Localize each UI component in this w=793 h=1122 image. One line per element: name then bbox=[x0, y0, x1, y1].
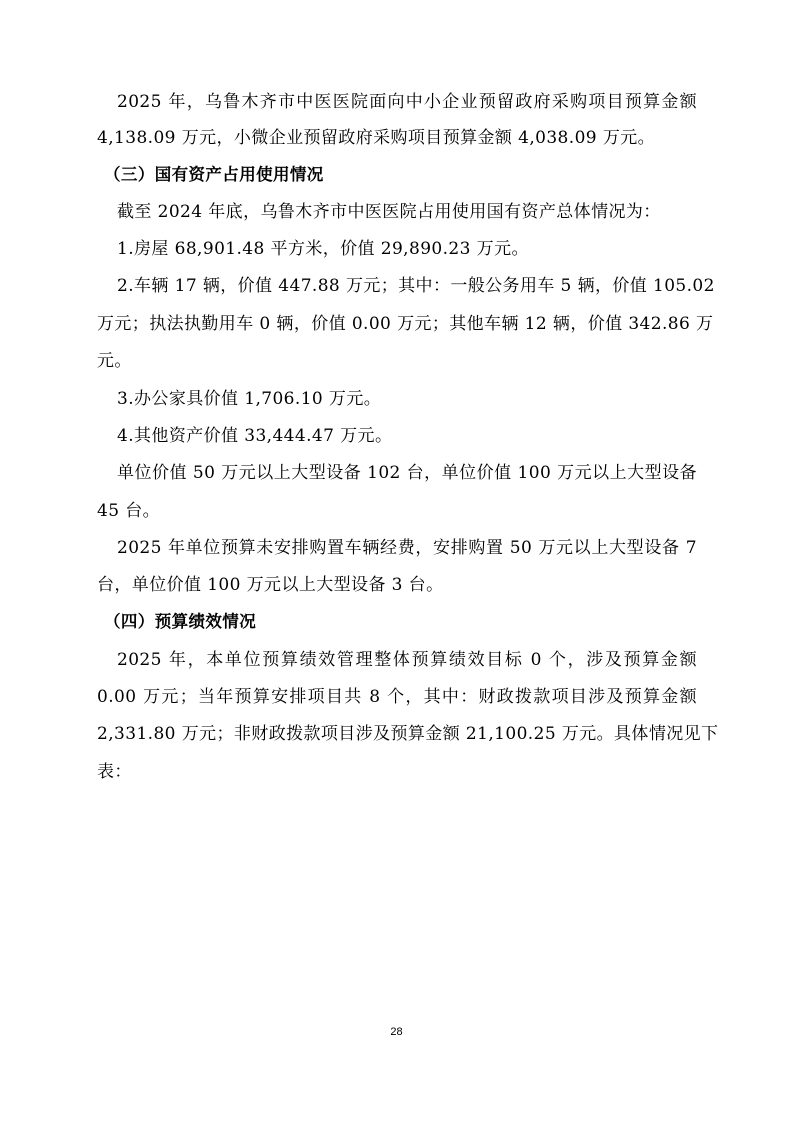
procurement-line-2: 4,138.09 万元，小微企业预留政府采购项目预算金额 4,038.09 万元。 bbox=[97, 128, 656, 148]
assets-item-other: 4.其他资产价值 33,444.47 万元。 bbox=[117, 426, 393, 446]
section-4-heading: （四）预算绩效情况 bbox=[104, 612, 257, 631]
equipment-line-1: 单位价值 50 万元以上大型设备 102 台，单位价值 100 万元以上大型设备 bbox=[117, 463, 697, 483]
purchase-plan-line-2: 台，单位价值 100 万元以上大型设备 3 台。 bbox=[97, 575, 444, 595]
performance-line-2: 0.00 万元；当年预算安排项目共 8 个，其中：财政拨款项目涉及预算金额 bbox=[97, 687, 697, 707]
section-3-heading: （三）国有资产占用使用情况 bbox=[104, 165, 324, 184]
purchase-plan-line-1: 2025 年单位预算未安排购置车辆经费，安排购置 50 万元以上大型设备 7 bbox=[117, 538, 697, 558]
page-number: 28 bbox=[390, 1026, 403, 1038]
performance-line-1: 2025 年，本单位预算绩效管理整体预算绩效目标 0 个，涉及预算金额 bbox=[117, 650, 697, 670]
equipment-line-2: 45 台。 bbox=[97, 501, 161, 521]
assets-item-vehicles-line-3: 元。 bbox=[97, 351, 132, 371]
assets-intro: 截至 2024 年底，乌鲁木齐市中医医院占用使用国有资产总体情况为： bbox=[117, 202, 661, 222]
performance-line-4: 表： bbox=[97, 762, 132, 782]
assets-item-housing: 1.房屋 68,901.48 平方米，价值 29,890.23 万元。 bbox=[117, 239, 529, 259]
assets-item-vehicles-line-1: 2.车辆 17 辆，价值 447.88 万元；其中：一般公务用车 5 辆，价值 105.02 bbox=[117, 276, 715, 296]
performance-line-3: 2,331.80 万元；非财政拨款项目涉及预算金额 21,100.25 万元。具体情况见下 bbox=[97, 724, 719, 744]
assets-item-vehicles-line-2: 万元；执法执勤用车 0 辆，价值 0.00 万元；其他车辆 12 辆，价值 342.86 万 bbox=[97, 314, 714, 334]
assets-item-furniture: 3.办公家具价值 1,706.10 万元。 bbox=[117, 389, 382, 409]
procurement-line-1: 2025 年，乌鲁木齐市中医医院面向中小企业预留政府采购项目预算金额 bbox=[117, 92, 697, 112]
